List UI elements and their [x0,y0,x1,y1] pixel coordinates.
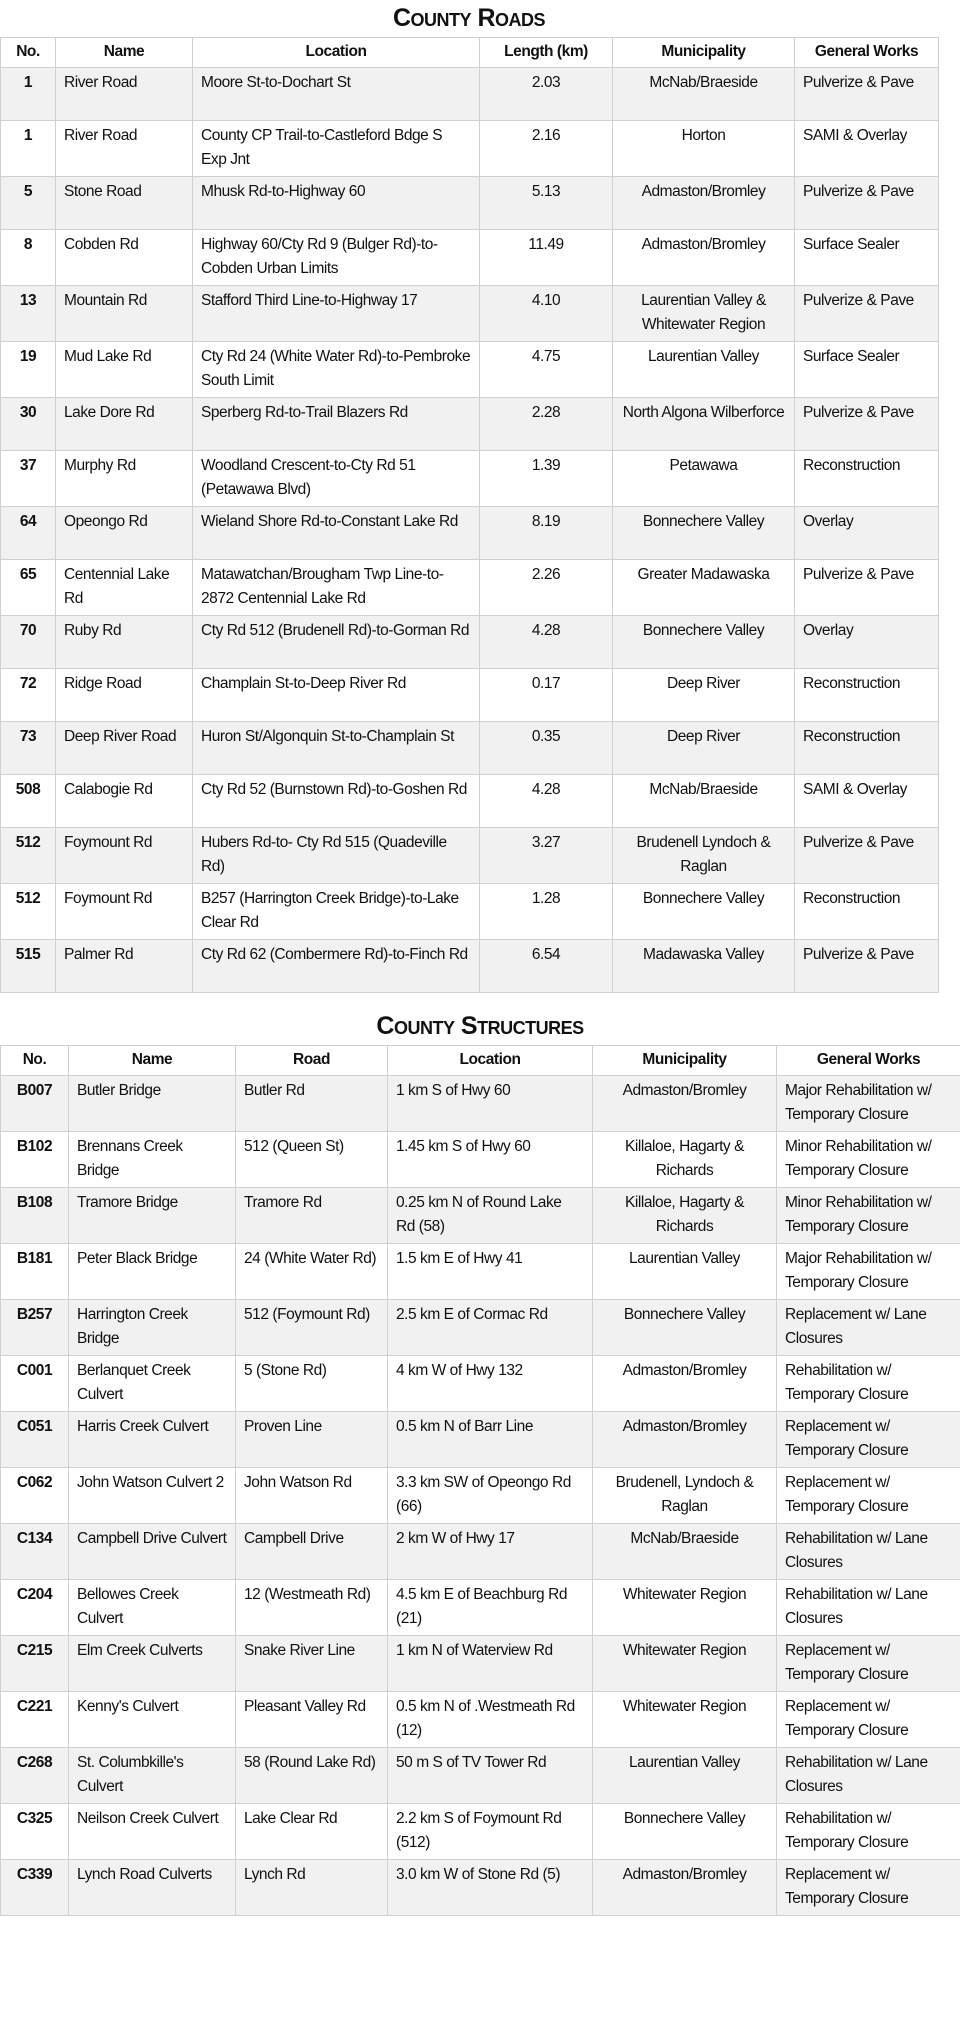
table-row [1,229,939,285]
table-cell: Petawawa [613,450,795,506]
table-cell: Ruby Rd [56,615,193,668]
table-cell: B181 [1,1243,69,1299]
table-row [1,1803,960,1859]
table-cell: C001 [1,1355,69,1411]
table-cell: Whitewater Region [593,1579,777,1635]
table-cell: 58 (Round Lake Rd) [236,1747,388,1803]
table-cell: B108 [1,1187,69,1243]
table-cell: 0.5 km N of .Westmeath Rd (12) [388,1691,593,1747]
table-cell: McNab/Braeside [613,774,795,827]
table-row [1,615,939,668]
table-row [1,67,939,120]
county-roads-title: County Roads [392,4,546,32]
table-cell: Bonnechere Valley [613,615,795,668]
table-cell: Lake Dore Rd [56,397,193,450]
table-cell: Lynch Road Culverts [69,1859,236,1915]
table-cell: 2 km W of Hwy 17 [388,1523,593,1579]
table-cell: Laurentian Valley [613,341,795,397]
table-cell: Highway 60/Cty Rd 9 (Bulger Rd)-to-Cobden Urban Limits [193,229,480,285]
table-cell: Cty Rd 62 (Combermere Rd)-to-Finch Rd [193,939,480,992]
table-cell: Matawatchan/Brougham Twp Line-to-2872 Centennial Lake Rd [193,559,480,615]
table-cell: County CP Trail-to-Castleford Bdge S Exp Jnt [193,120,480,176]
table-cell: 2.2 km S of Foymount Rd (512) [388,1803,593,1859]
table-row [1,1691,960,1747]
table-cell: C134 [1,1523,69,1579]
table-row [1,450,939,506]
table-cell: Horton [613,120,795,176]
table-cell: Brudenell, Lyndoch & Raglan [593,1467,777,1523]
table-row [1,1411,960,1467]
table-cell: Cty Rd 24 (White Water Rd)-to-Pembroke South Limit [193,341,480,397]
table-row [1,827,939,883]
table-cell: Tramore Bridge [69,1187,236,1243]
table-cell: 8.19 [480,506,613,559]
table-cell: Rehabilitation w/ Lane Closures [777,1523,960,1579]
table-cell: Pulverize & Pave [795,285,939,341]
table-cell: 24 (White Water Rd) [236,1243,388,1299]
table-cell: C268 [1,1747,69,1803]
table-cell: McNab/Braeside [613,67,795,120]
table-cell: 1 km S of Hwy 60 [388,1075,593,1131]
table-row [1,1355,960,1411]
table-cell: Rehabilitation w/ Temporary Closure [777,1355,960,1411]
table-cell: Mhusk Rd-to-Highway 60 [193,176,480,229]
table-cell: 73 [1,721,56,774]
table-cell: Madawaska Valley [613,939,795,992]
table-cell: Sperberg Rd-to-Trail Blazers Rd [193,397,480,450]
column-header: Municipality [593,1046,777,1076]
table-row [1,668,939,721]
table-cell: Replacement w/ Temporary Closure [777,1467,960,1523]
table-row [1,397,939,450]
table-cell: Pulverize & Pave [795,559,939,615]
table-cell: McNab/Braeside [593,1523,777,1579]
table-cell: C204 [1,1579,69,1635]
table-cell: 37 [1,450,56,506]
table-cell: C051 [1,1411,69,1467]
table-cell: Pulverize & Pave [795,176,939,229]
table-cell: Admaston/Bromley [593,1859,777,1915]
table-cell: Champlain St-to-Deep River Rd [193,668,480,721]
table-cell: SAMI & Overlay [795,774,939,827]
table-cell: B257 [1,1299,69,1355]
table-cell: Major Rehabilitation w/ Temporary Closure [777,1243,960,1299]
table-cell: 70 [1,615,56,668]
table-cell: 11.49 [480,229,613,285]
table-cell: Cobden Rd [56,229,193,285]
table-cell: 5 (Stone Rd) [236,1355,388,1411]
table-cell: Woodland Crescent-to-Cty Rd 51 (Petawawa Blvd) [193,450,480,506]
table-cell: Replacement w/ Lane Closures [777,1299,960,1355]
table-cell: Bellowes Creek Culvert [69,1579,236,1635]
table-cell: 3.0 km W of Stone Rd (5) [388,1859,593,1915]
table-cell: 2.16 [480,120,613,176]
table-cell: 5 [1,176,56,229]
table-cell: C215 [1,1635,69,1691]
table-row [1,1579,960,1635]
table-cell: Butler Rd [236,1075,388,1131]
table-cell: 0.17 [480,668,613,721]
county-structures-title: County Structures [376,1012,584,1040]
table-cell: Proven Line [236,1411,388,1467]
table-cell: Bonnechere Valley [613,883,795,939]
table-row [1,120,939,176]
table-cell: Reconstruction [795,883,939,939]
table-cell: Bonnechere Valley [593,1803,777,1859]
table-row [1,1243,960,1299]
table-cell: Brudenell Lyndoch & Raglan [613,827,795,883]
table-cell: Replacement w/ Temporary Closure [777,1859,960,1915]
table-cell: Killaloe, Hagarty & Richards [593,1131,777,1187]
table-cell: 19 [1,341,56,397]
table-cell: Bonnechere Valley [593,1299,777,1355]
table-cell: Admaston/Bromley [593,1075,777,1131]
table-cell: Lake Clear Rd [236,1803,388,1859]
column-header: General Works [777,1046,960,1076]
table-cell: Neilson Creek Culvert [69,1803,236,1859]
table-cell: 13 [1,285,56,341]
table-cell: C325 [1,1803,69,1859]
table-cell: Pleasant Valley Rd [236,1691,388,1747]
table-cell: B007 [1,1075,69,1131]
column-header: General Works [795,38,939,68]
table-cell: 65 [1,559,56,615]
table-row [1,1075,960,1131]
table-cell: 4.75 [480,341,613,397]
table-cell: 1 [1,67,56,120]
table-cell: 508 [1,774,56,827]
table-cell: John Watson Culvert 2 [69,1467,236,1523]
table-cell: 4.10 [480,285,613,341]
table-cell: 64 [1,506,56,559]
table-row [1,883,939,939]
table-cell: Opeongo Rd [56,506,193,559]
table-cell: 3.3 km SW of Opeongo Rd (66) [388,1467,593,1523]
table-cell: Overlay [795,506,939,559]
table-cell: C339 [1,1859,69,1915]
table-cell: 2.26 [480,559,613,615]
table-row [1,1635,960,1691]
table-cell: Pulverize & Pave [795,397,939,450]
table-cell: Rehabilitation w/ Lane Closures [777,1747,960,1803]
table-cell: Major Rehabilitation w/ Temporary Closure [777,1075,960,1131]
table-cell: B257 (Harrington Creek Bridge)-to-Lake Clear Rd [193,883,480,939]
table-cell: Replacement w/ Temporary Closure [777,1411,960,1467]
table-row [1,176,939,229]
table-cell: 5.13 [480,176,613,229]
header-row [1,1046,960,1076]
table-cell: 72 [1,668,56,721]
table-row [1,721,939,774]
table-cell: 4.28 [480,774,613,827]
table-cell: 1.28 [480,883,613,939]
table-cell: Murphy Rd [56,450,193,506]
table-cell: Campbell Drive [236,1523,388,1579]
table-cell: Pulverize & Pave [795,827,939,883]
table-row [1,559,939,615]
table-cell: 6.54 [480,939,613,992]
header-row [1,38,939,68]
table-cell: Whitewater Region [593,1635,777,1691]
table-cell: Deep River Road [56,721,193,774]
table-cell: Harrington Creek Bridge [69,1299,236,1355]
table-row [1,774,939,827]
table-cell: 50 m S of TV Tower Rd [388,1747,593,1803]
column-header: Municipality [613,38,795,68]
table-row [1,341,939,397]
table-cell: Palmer Rd [56,939,193,992]
table-cell: Wieland Shore Rd-to-Constant Lake Rd [193,506,480,559]
county-structures-table [0,1045,960,1916]
table-cell: Lynch Rd [236,1859,388,1915]
county-roads-table [0,37,939,993]
table-cell: Replacement w/ Temporary Closure [777,1635,960,1691]
table-cell: Hubers Rd-to- Cty Rd 515 (Quadeville Rd) [193,827,480,883]
table-cell: Snake River Line [236,1635,388,1691]
column-header: Location [193,38,480,68]
table-row [1,1523,960,1579]
table-cell: Admaston/Bromley [593,1355,777,1411]
table-cell: Stone Road [56,176,193,229]
column-header: Length (km) [480,38,613,68]
table-cell: 512 (Foymount Rd) [236,1299,388,1355]
table-cell: Greater Madawaska [613,559,795,615]
table-cell: 512 [1,827,56,883]
table-cell: Mud Lake Rd [56,341,193,397]
table-row [1,506,939,559]
table-cell: Elm Creek Culverts [69,1635,236,1691]
table-cell: River Road [56,67,193,120]
table-cell: Harris Creek Culvert [69,1411,236,1467]
table-cell: Cty Rd 52 (Burnstown Rd)-to-Goshen Rd [193,774,480,827]
table-cell: SAMI & Overlay [795,120,939,176]
table-cell: Overlay [795,615,939,668]
table-cell: 0.35 [480,721,613,774]
table-cell: Rehabilitation w/ Temporary Closure [777,1803,960,1859]
table-cell: 4 km W of Hwy 132 [388,1355,593,1411]
table-row [1,1747,960,1803]
table-cell: Tramore Rd [236,1187,388,1243]
table-row [1,1859,960,1915]
table-cell: Pulverize & Pave [795,939,939,992]
table-cell: Reconstruction [795,668,939,721]
table-row [1,1299,960,1355]
table-cell: Admaston/Bromley [613,229,795,285]
table-cell: 3.27 [480,827,613,883]
table-cell: Replacement w/ Temporary Closure [777,1691,960,1747]
table-cell: John Watson Rd [236,1467,388,1523]
table-cell: Deep River [613,668,795,721]
table-cell: Mountain Rd [56,285,193,341]
table-row [1,1131,960,1187]
table-cell: 1 km N of Waterview Rd [388,1635,593,1691]
table-cell: Huron St/Algonquin St-to-Champlain St [193,721,480,774]
column-header: Location [388,1046,593,1076]
table-cell: Stafford Third Line-to-Highway 17 [193,285,480,341]
table-cell: Laurentian Valley [593,1243,777,1299]
table-cell: Campbell Drive Culvert [69,1523,236,1579]
table-cell: 30 [1,397,56,450]
table-cell: Foymount Rd [56,827,193,883]
table-cell: 1 [1,120,56,176]
table-cell: Bonnechere Valley [613,506,795,559]
table-cell: Pulverize & Pave [795,67,939,120]
table-cell: 0.5 km N of Barr Line [388,1411,593,1467]
table-cell: 8 [1,229,56,285]
table-cell: Laurentian Valley [593,1747,777,1803]
table-cell: 2.28 [480,397,613,450]
table-cell: Rehabilitation w/ Lane Closures [777,1579,960,1635]
table-cell: Killaloe, Hagarty & Richards [593,1187,777,1243]
column-header: Road [236,1046,388,1076]
table-row [1,1467,960,1523]
table-cell: Peter Black Bridge [69,1243,236,1299]
table-row [1,939,939,992]
column-header: Name [56,38,193,68]
table-cell: C062 [1,1467,69,1523]
table-cell: Reconstruction [795,721,939,774]
table-cell: 2.5 km E of Cormac Rd [388,1299,593,1355]
table-cell: 512 (Queen St) [236,1131,388,1187]
table-cell: 515 [1,939,56,992]
table-cell: Butler Bridge [69,1075,236,1131]
table-cell: Minor Rehabilitation w/ Temporary Closure [777,1187,960,1243]
table-cell: Deep River [613,721,795,774]
column-header: No. [1,1046,69,1076]
table-cell: 1.39 [480,450,613,506]
column-header: Name [69,1046,236,1076]
table-cell: Laurentian Valley & Whitewater Region [613,285,795,341]
table-cell: Calabogie Rd [56,774,193,827]
table-cell: Admaston/Bromley [593,1411,777,1467]
table-cell: Admaston/Bromley [613,176,795,229]
table-cell: 1.5 km E of Hwy 41 [388,1243,593,1299]
table-cell: 1.45 km S of Hwy 60 [388,1131,593,1187]
table-cell: C221 [1,1691,69,1747]
table-cell: Centennial Lake Rd [56,559,193,615]
table-cell: Moore St-to-Dochart St [193,67,480,120]
table-cell: 512 [1,883,56,939]
table-cell: 0.25 km N of Round Lake Rd (58) [388,1187,593,1243]
table-cell: Brennans Creek Bridge [69,1131,236,1187]
table-cell: 12 (Westmeath Rd) [236,1579,388,1635]
table-cell: Minor Rehabilitation w/ Temporary Closure [777,1131,960,1187]
table-cell: Surface Sealer [795,341,939,397]
table-cell: Cty Rd 512 (Brudenell Rd)-to-Gorman Rd [193,615,480,668]
table-row [1,1187,960,1243]
column-header: No. [1,38,56,68]
table-cell: River Road [56,120,193,176]
table-cell: 2.03 [480,67,613,120]
table-cell: Reconstruction [795,450,939,506]
table-row [1,285,939,341]
table-cell: Foymount Rd [56,883,193,939]
table-cell: B102 [1,1131,69,1187]
table-cell: Ridge Road [56,668,193,721]
table-cell: Whitewater Region [593,1691,777,1747]
table-cell: 4.5 km E of Beachburg Rd (21) [388,1579,593,1635]
table-cell: Surface Sealer [795,229,939,285]
table-cell: Berlanquet Creek Culvert [69,1355,236,1411]
table-cell: St. Columbkille's Culvert [69,1747,236,1803]
table-cell: 4.28 [480,615,613,668]
table-cell: North Algona Wilberforce [613,397,795,450]
table-cell: Kenny's Culvert [69,1691,236,1747]
